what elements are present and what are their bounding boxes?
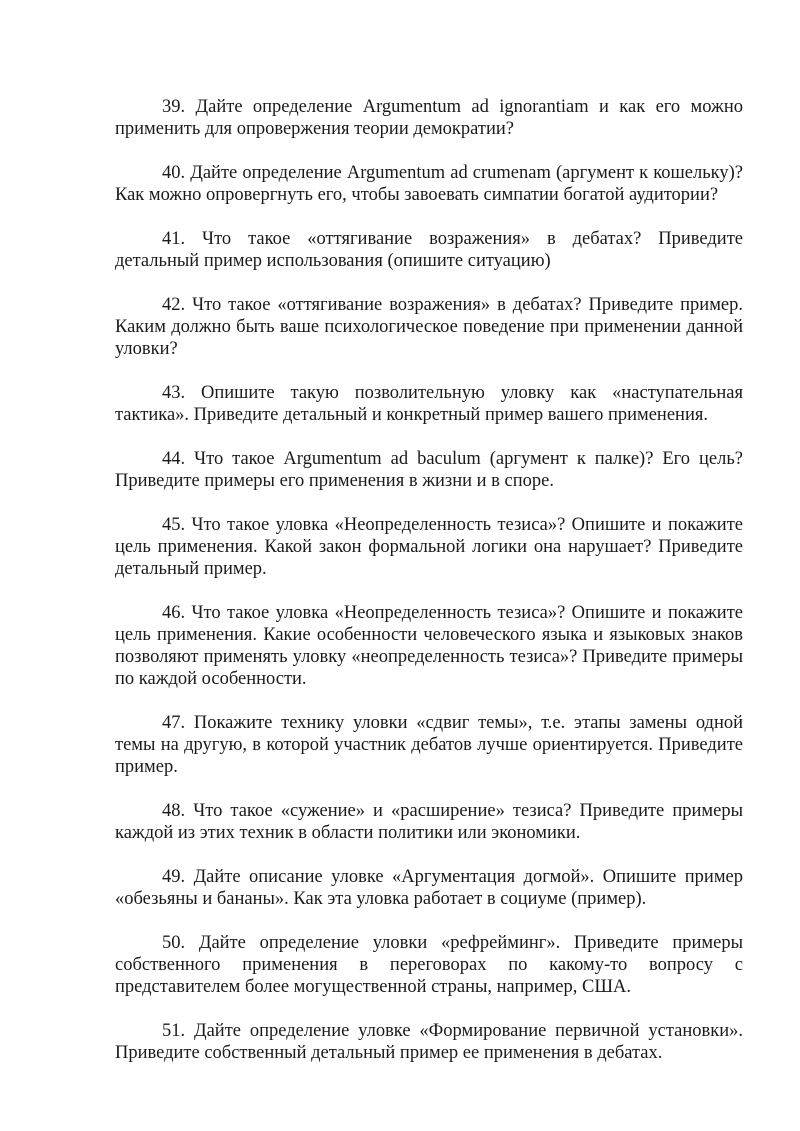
question-41: 41. Что такое «оттягивание возражения» в дебатах? Приведите детальный пример использования (опишите ситуацию): [115, 229, 743, 271]
question-51: 51. Дайте определение уловке «Формирование первичной установки». Приведите собственный детальный пример ее применения в дебатах.: [115, 1021, 743, 1063]
question-39: 39. Дайте определение Argumentum ad ignorantiam и как его можно применить для опровержения теории демократии?: [115, 97, 743, 139]
question-44: 44. Что такое Argumentum ad baculum (аргумент к палке)? Его цель? Приведите примеры его применения в жизни и в споре.: [115, 449, 743, 491]
question-40: 40. Дайте определение Argumentum ad crumenam (аргумент к кошельку)? Как можно опровергнуть его, чтобы завоевать симпатии богатой аудитории?: [115, 163, 743, 205]
question-48: 48. Что такое «сужение» и «расширение» тезиса? Приведите примеры каждой из этих техник в области политики или экономики.: [115, 801, 743, 843]
question-47: 47. Покажите технику уловки «сдвиг темы», т.е. этапы замены одной темы на другую, в которой участник дебатов лучше ориентируется. Приведите пример.: [115, 713, 743, 777]
question-50: 50. Дайте определение уловки «рефрейминг». Приведите примеры собственного применения в переговорах по какому-то вопросу с представителем более могущественной страны, например, США.: [115, 933, 743, 997]
document-page: [115, 96, 743, 1064]
question-45: 45. Что такое уловка «Неопределенность тезиса»? Опишите и покажите цель применения. Какой закон формальной логики она нарушает? Приведите детальный пример.: [115, 515, 743, 579]
question-43: 43. Опишите такую позволительную уловку как «наступательная тактика». Приведите детальный и конкретный пример вашего применения.: [115, 383, 743, 425]
question-49: 49. Дайте описание уловке «Аргументация догмой». Опишите пример «обезьяны и бананы». Как эта уловка работает в социуме (пример).: [115, 867, 743, 909]
question-42: 42. Что такое «оттягивание возражения» в дебатах? Приведите пример. Каким должно быть ваше психологическое поведение при применении данной уловки?: [115, 295, 743, 359]
question-46: 46. Что такое уловка «Неопределенность тезиса»? Опишите и покажите цель применения. Какие особенности человеческого языка и языковых знаков позволяют применять уловку «неопределенность тезиса»? Приведите примеры по каждой особенности.: [115, 603, 743, 689]
